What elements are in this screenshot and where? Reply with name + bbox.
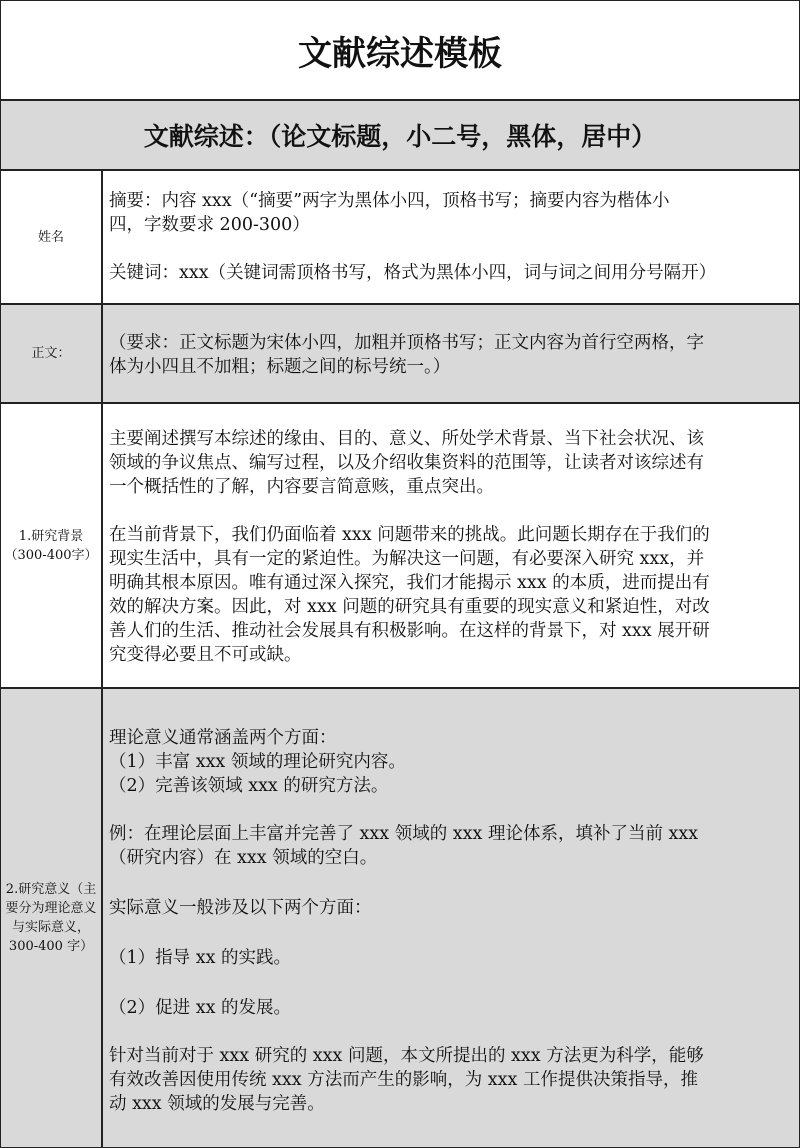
text-line: 一个概括性的了解，内容要言简意赅，重点突出。 xyxy=(109,477,494,497)
text-line: 有效改善因使用传统 xxx 方法而产生的影响，为 xxx 工作提供决策指导，推 xyxy=(109,1070,698,1090)
row-label: 姓名 xyxy=(1,171,103,303)
row-research-background xyxy=(1,404,799,689)
text-line: 实际意义一般涉及以下两个方面： xyxy=(109,898,372,918)
text-line: （2）完善该领域 xxx 的研究方法。 xyxy=(109,776,389,796)
text-line: 在当前背景下，我们仍面临着 xxx 问题带来的挑战。此问题长期存在于我们的 xyxy=(109,525,710,545)
text-line: 现实生活中，具有一定的紧迫性。为解决这一问题，有必要深入研究 xxx，并 xyxy=(109,549,705,569)
text-line: （1）指导 xx 的实践。 xyxy=(109,948,291,968)
row-content xyxy=(109,331,797,379)
row-label: 1.研究背景（300-400字） xyxy=(1,404,103,687)
text-line: （2）促进 xx 的发展。 xyxy=(109,998,291,1018)
text-line: （研究内容）在 xxx 领域的空白。 xyxy=(109,848,378,868)
text-line: 领域的争议焦点、编写过程，以及介绍收集资料的范围等，让读者对该综述有 xyxy=(109,453,704,473)
row-content xyxy=(109,427,797,667)
abstract-line: 四，字数要求 200-300） xyxy=(109,215,310,235)
text-line: 理论意义通常涵盖两个方面： xyxy=(109,728,337,748)
text-line: 善人们的生活、推动社会发展具有积极影响。在这样的背景下，对 xxx 展开研 xyxy=(109,621,710,641)
row-label: 2.研究意义（主要分为理论意义与实际意义，300-400 字） xyxy=(1,689,103,1147)
row-content xyxy=(109,189,797,285)
row-name-abstract xyxy=(1,171,799,305)
row-body-requirements xyxy=(1,305,799,404)
row-label: 正文： xyxy=(1,305,103,402)
text-line: （1）丰富 xxx 领域的理论研究内容。 xyxy=(109,752,406,772)
keywords-line: 关键词：xxx（关键词需顶格书写，格式为黑体小四，词与词之间用分号隔开） xyxy=(109,263,717,283)
abstract-line: 摘要：内容 xxx（“摘要”两字为黑体小四，顶格书写；摘要内容为楷体小 xyxy=(109,191,670,211)
review-subtitle: 文献综述：（论文标题，小二号，黑体，居中） xyxy=(1,101,799,171)
text-line: 动 xxx 领域的发展与完善。 xyxy=(109,1094,325,1114)
requirement-line: （要求：正文标题为宋体小四，加粗并顶格书写；正文内容为首行空两格，字 xyxy=(109,333,704,353)
text-line: 主要阐述撰写本综述的缘由、目的、意义、所处学术背景、当下社会状况、该 xyxy=(109,429,704,449)
text-line: 究变得必要且不可或缺。 xyxy=(109,645,302,665)
text-line: 效的解决方案。因此，对 xxx 问题的研究具有重要的现实意义和紧迫性，对改 xyxy=(109,597,710,617)
requirement-line: 体为小四且不加粗；标题之间的标号统一。） xyxy=(109,357,451,377)
document-title: 文献综述模板 xyxy=(1,1,799,101)
text-line: 例：在理论层面上丰富并完善了 xxx 领域的 xxx 理论体系，填补了当前 xxx xyxy=(109,824,699,844)
text-line: 针对当前对于 xxx 研究的 xxx 问题，本文所提出的 xxx 方法更为科学，能够 xyxy=(109,1046,704,1066)
row-content xyxy=(109,726,797,1116)
row-research-significance xyxy=(1,689,799,1147)
text-line: 明确其根本原因。唯有通过深入探究，我们才能揭示 xxx 的本质，进而提出有 xyxy=(109,573,710,593)
